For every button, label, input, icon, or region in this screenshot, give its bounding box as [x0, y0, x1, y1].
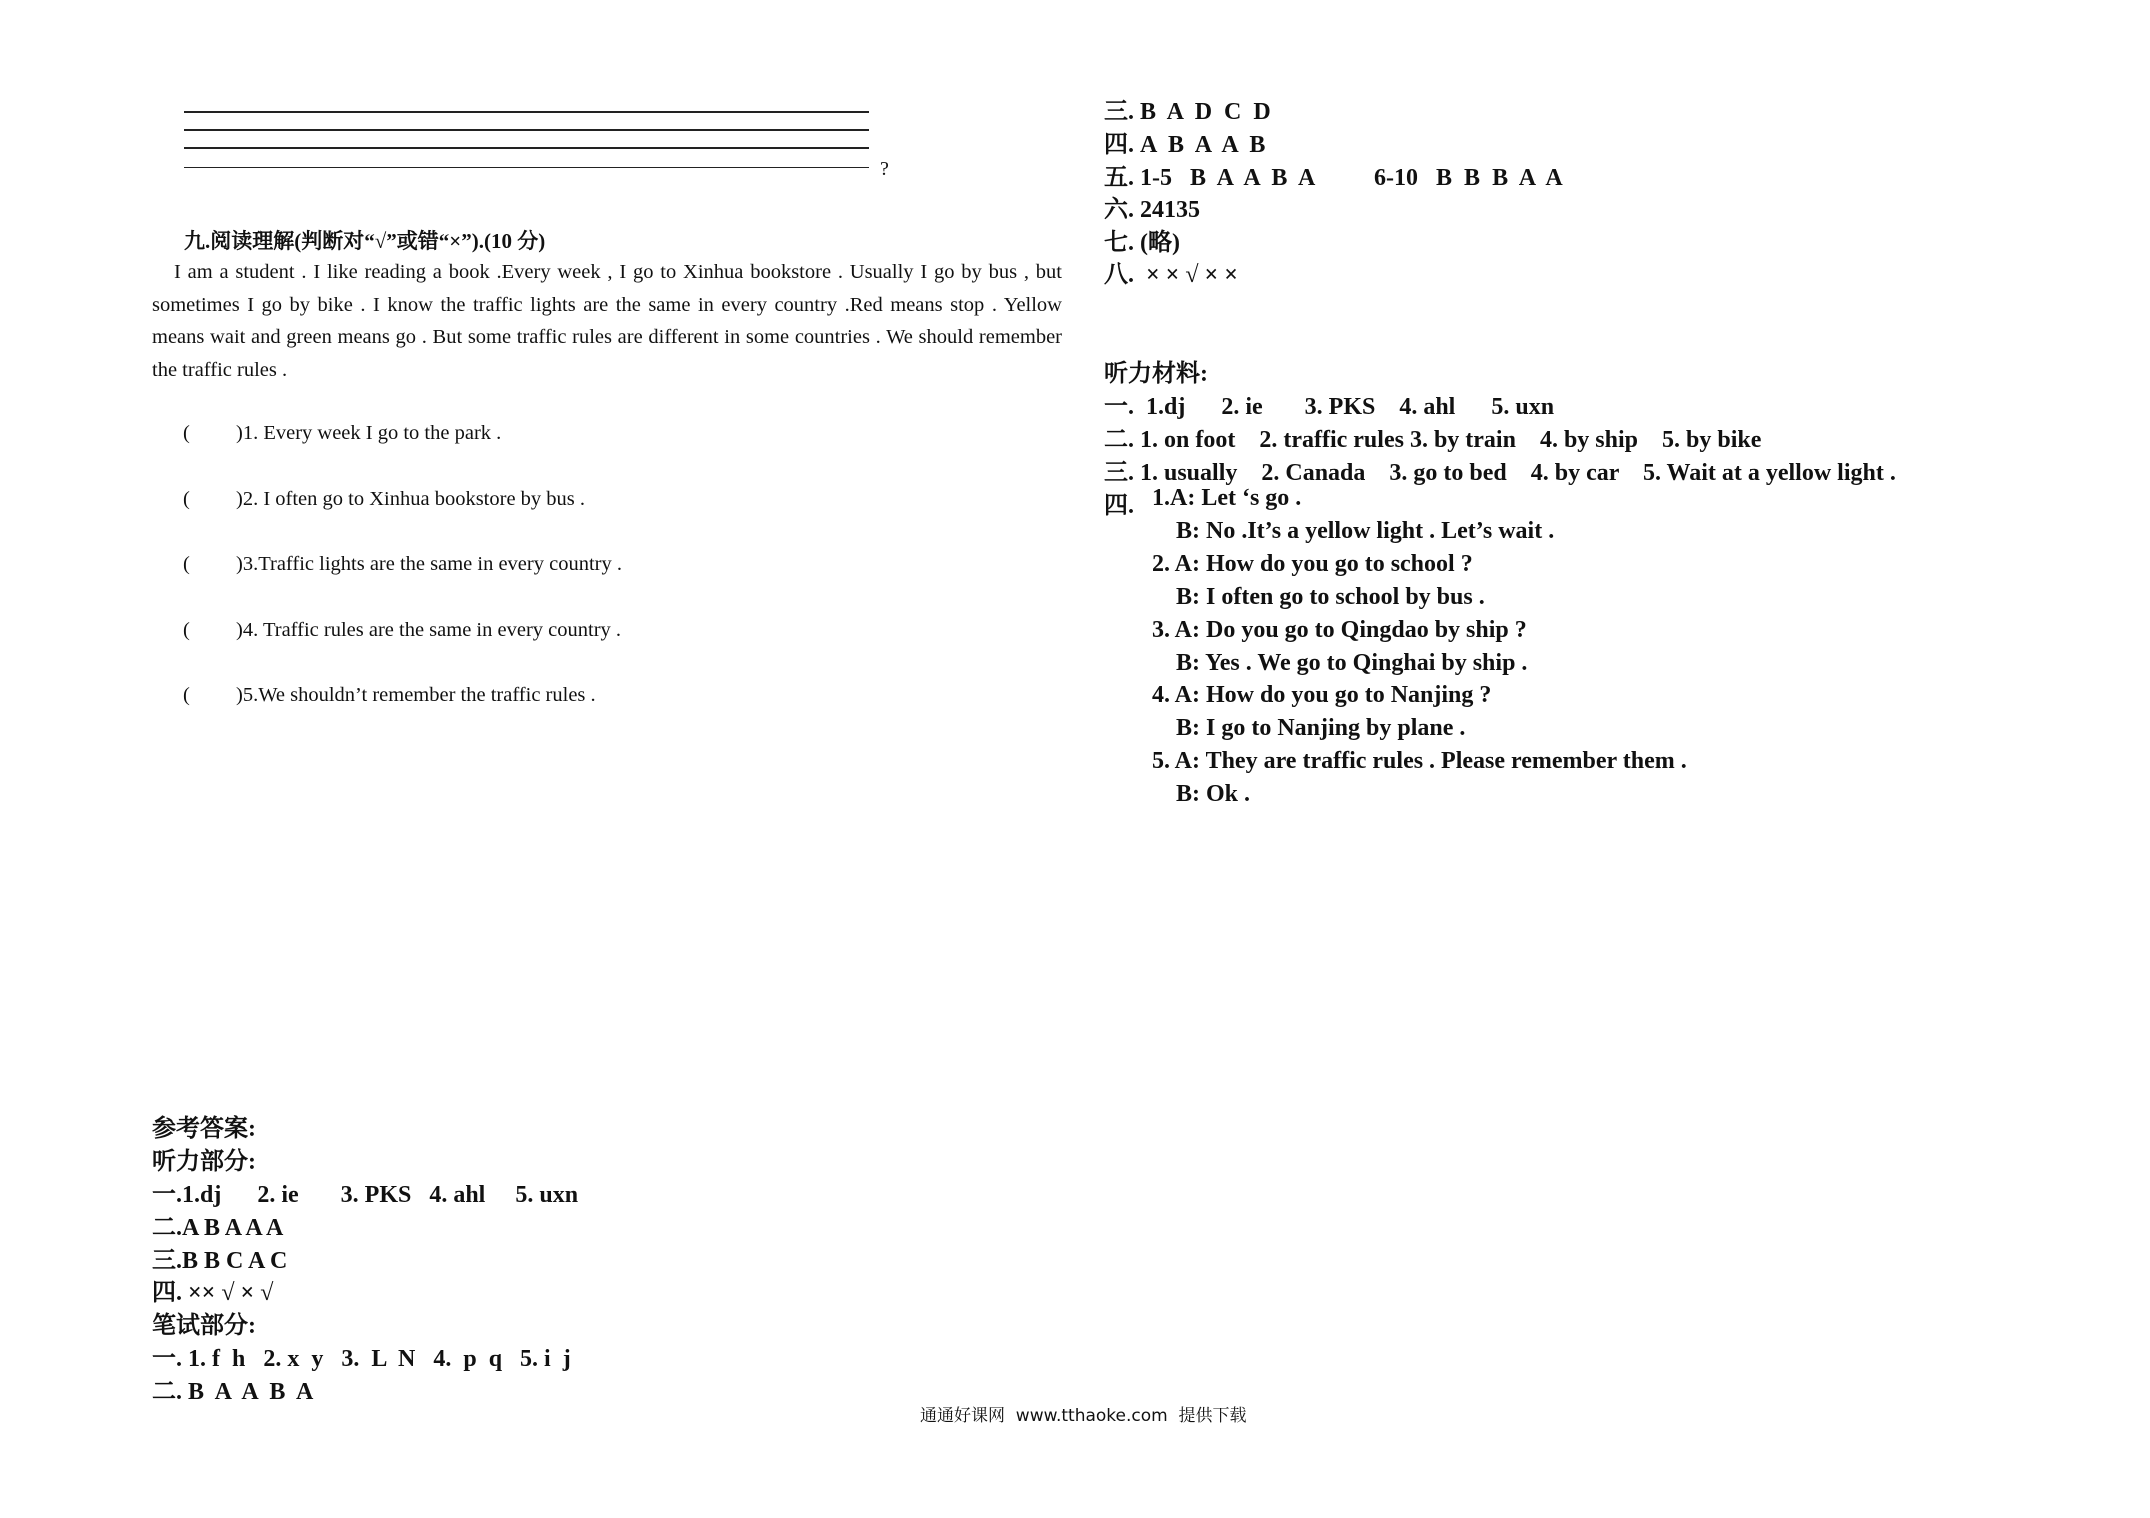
answer-line: 四. ×× √ × √: [152, 1280, 274, 1306]
question-5: [183, 684, 596, 707]
dialogue-2-b: B: I often go to school by bus .: [1176, 584, 1485, 610]
question-text: )3.Traffic lights are the same in every country .: [236, 553, 622, 575]
answer-line: 三.B B C A C: [152, 1248, 288, 1274]
question-text: )5.We shouldn’t remember the traffic rules .: [236, 684, 596, 706]
dialogue-5-a: 5. A: They are traffic rules . Please remember them .: [1152, 748, 1687, 774]
answer-line: 二.A B A A A: [152, 1215, 284, 1241]
writing-line-3: [184, 147, 869, 149]
question-3: [183, 553, 622, 576]
question-2: [183, 488, 585, 511]
answer-line: 四. A B A A B: [1104, 132, 1266, 158]
writing-line-question-mark: ?: [880, 158, 889, 180]
answer-line: 二. B A A B A: [152, 1379, 314, 1405]
dialogue-4-a: 4. A: How do you go to Nanjing ?: [1152, 682, 1492, 708]
dialogue-5-b: B: Ok .: [1176, 781, 1251, 807]
listening-line: 一. 1.dj 2. ie 3. PKS 4. ahl 5. uxn: [1104, 394, 1555, 420]
listening-line: 二. 1. on foot 2. traffic rules 3. by train 4. by ship 5. by bike: [1104, 427, 1762, 453]
listening-part-heading: 听力部分:: [152, 1149, 256, 1175]
question-text: )4. Traffic rules are the same in every country .: [236, 619, 622, 641]
dialogue-1-b: B: No .It’s a yellow light . Let’s wait .: [1176, 518, 1555, 544]
answer-paren[interactable]: (: [183, 488, 190, 510]
footer-source: 通通好课网 www.tthaoke.com 提供下载: [920, 1406, 1247, 1426]
answer-paren[interactable]: (: [183, 553, 190, 575]
answer-paren[interactable]: (: [183, 422, 190, 444]
writing-line-4: [184, 167, 869, 168]
answer-line: 三. B A D C D: [1104, 99, 1271, 125]
answer-line: 一. 1. f h 2. x y 3. L N 4. p q 5. i j: [152, 1346, 571, 1372]
reading-passage: I am a student . I like reading a book .Every week , I go to Xinhua bookstore . Usually I go by bus , but sometimes I go by bike . I know the traffic lights are the same in every country .Red means stop . Yellow means wait and green means go . But some traffic rules are different in some countries . We should remember the traffic rules .: [152, 261, 1062, 381]
answer-paren[interactable]: (: [183, 684, 190, 706]
answer-line: 一.1.dj 2. ie 3. PKS 4. ahl 5. uxn: [152, 1182, 579, 1208]
dialogue-1-a: 1.A: Let ‘s go .: [1152, 485, 1302, 511]
dialogue-section-label: 四.: [1104, 493, 1134, 519]
section-9-title: 九.阅读理解(判断对“√”或错“×”).(10 分): [184, 229, 546, 253]
dialogue-2-a: 2. A: How do you go to school ?: [1152, 551, 1473, 577]
answer-key-heading: 参考答案:: [152, 1116, 256, 1142]
answer-line: 五. 1-5 B A A B A 6-10 B B B A A: [1104, 165, 1563, 191]
question-text: )2. I often go to Xinhua bookstore by bus .: [236, 488, 586, 510]
answer-line: 七. (略): [1104, 230, 1180, 256]
question-text: )1. Every week I go to the park .: [236, 422, 502, 444]
question-4: [183, 619, 621, 642]
written-part-heading: 笔试部分:: [152, 1313, 256, 1339]
writing-line-2: [184, 129, 869, 131]
dialogue-3-a: 3. A: Do you go to Qingdao by ship ?: [1152, 617, 1527, 643]
listening-line: 三. 1. usually 2. Canada 3. go to bed 4. by car 5. Wait at a yellow light .: [1104, 460, 1896, 486]
dialogue-3-b: B: Yes . We go to Qinghai by ship .: [1176, 650, 1528, 676]
answer-line: 六. 24135: [1104, 197, 1200, 223]
question-1: [183, 422, 501, 445]
answer-line: 八. × × √ × ×: [1104, 262, 1238, 288]
listening-material-heading: 听力材料:: [1104, 361, 1208, 387]
writing-line-1: [184, 111, 869, 113]
dialogue-4-b: B: I go to Nanjing by plane .: [1176, 715, 1466, 741]
answer-paren[interactable]: (: [183, 619, 190, 641]
